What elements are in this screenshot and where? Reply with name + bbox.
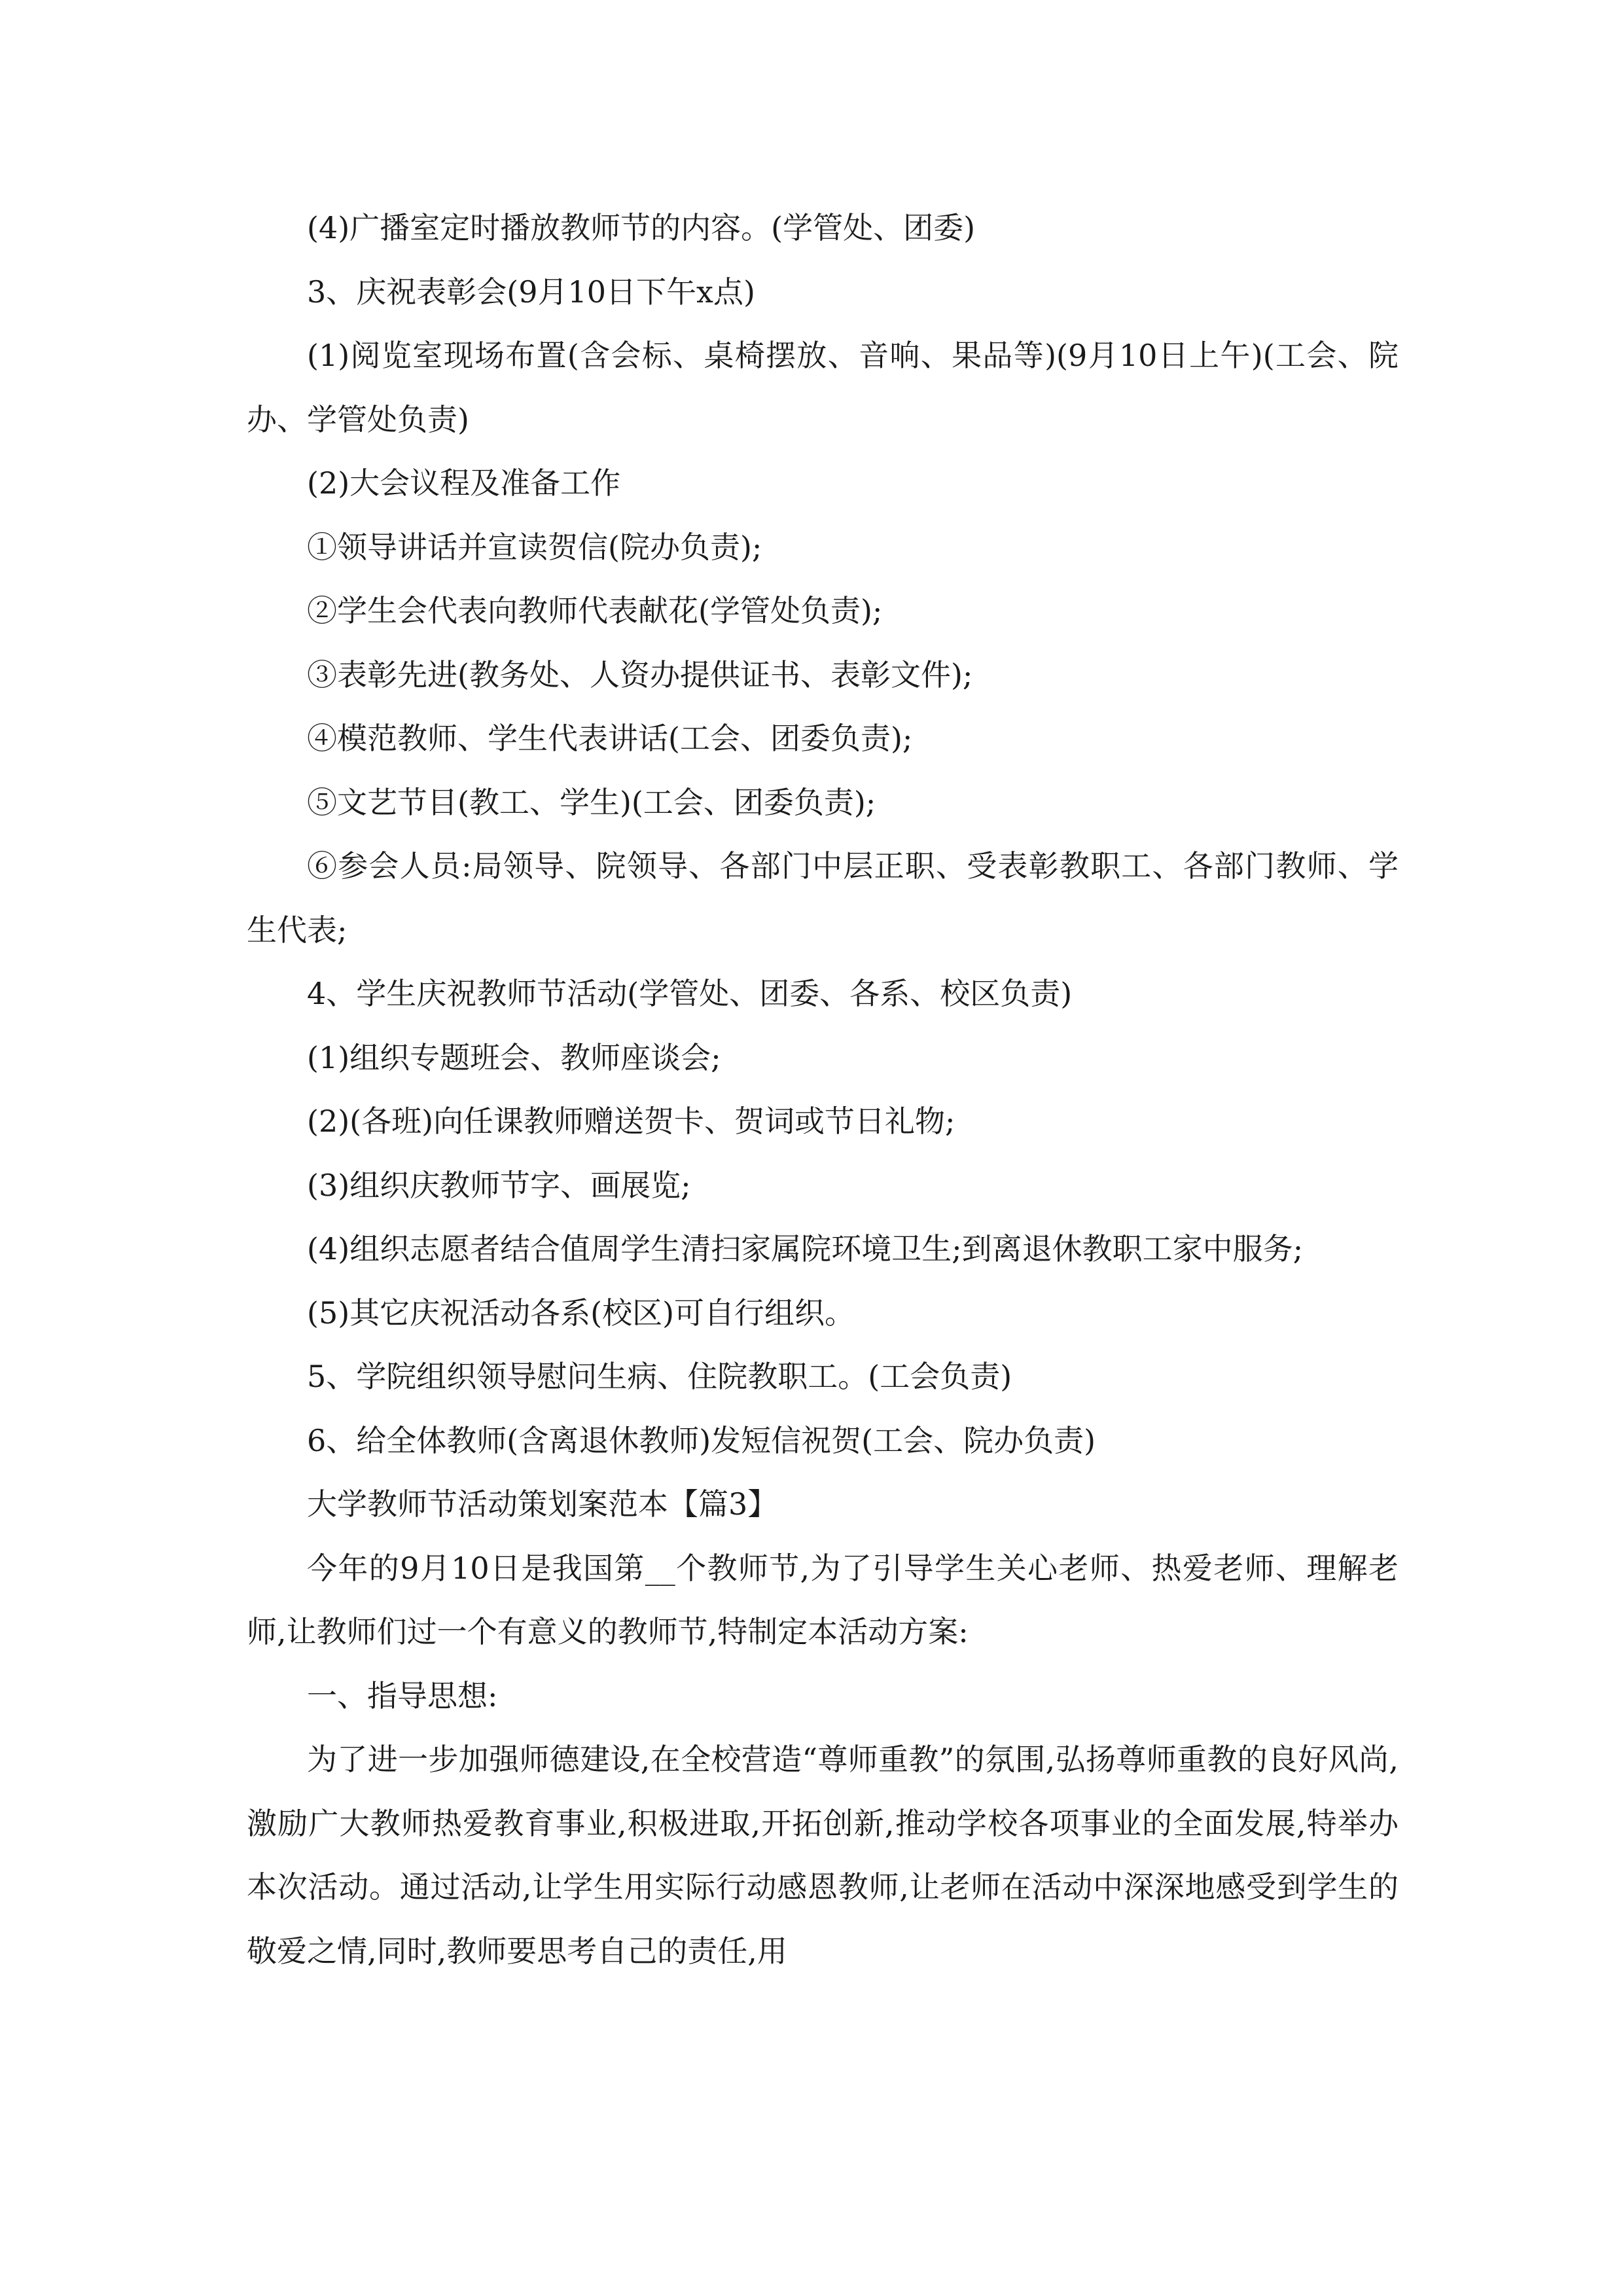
paragraph-student-activity-2: (2)(各班)向任课教师赠送贺卡、贺词或节日礼物; [307,1103,955,1139]
paragraph-agenda-item-4: ④模范教师、学生代表讲话(工会、团委负责); [307,721,913,756]
paragraph-sms-greetings: 6、给全体教师(含离退休教师)发短信祝贺(工会、院办负责) [307,1422,1096,1458]
paragraph-guiding-ideology-heading: 一、指导思想: [307,1677,498,1713]
paragraph-agenda-item-3: ③表彰先进(教务处、人资办提供证书、表彰文件); [307,656,973,692]
paragraph-student-activity-3: (3)组织庆教师节字、画展览; [307,1167,691,1203]
paragraph-intro: 今年的9月10日是我国第__个教师节,为了引导学生关心老师、热爱老师、理解老师,让教师们过一个有意义的教师节,特制定本活动方案: [247,1550,1399,1649]
paragraph-ceremony-heading: 3、庆祝表彰会(9月10日下午x点) [307,274,755,310]
paragraph-agenda-item-6: ⑥参会人员:局领导、院领导、各部门中层正职、受表彰教职工、各部门教师、学生代表; [247,848,1399,948]
section-title-part-3: 大学教师节活动策划案范本【篇3】 [307,1486,778,1522]
paragraph-agenda-item-1: ①领导讲话并宣读贺信(院办负责); [307,529,762,565]
paragraph-agenda-item-5: ⑤文艺节目(教工、学生)(工会、团委负责); [307,784,876,820]
paragraph-student-activity-4: (4)组织志愿者结合值周学生清扫家属院环境卫生;到离退休教职工家中服务; [307,1231,1304,1266]
paragraph-visit-sick-staff: 5、学院组织领导慰问生病、住院教职工。(工会负责) [307,1359,1012,1394]
paragraph-broadcast: (4)广播室定时播放教师节的内容。(学管处、团委) [307,210,976,245]
paragraph-student-activities-heading: 4、学生庆祝教师节活动(学管处、团委、各系、校区负责) [307,976,1073,1011]
paragraph-guiding-ideology-body: 为了进一步加强师德建设,在全校营造“尊师重教”的氛围,弘扬尊师重教的良好风尚,激励广大教师热爱教育事业,积极进取,开拓创新,推动学校各项事业的全面发展,特举办本次活动。通过活动,让学生用实际行动感恩教师,让老师在活动中深深地感受到学生的敬爱之情,同时,教师要思考自己的责任,用 [247,1742,1399,1969]
paragraph-student-activity-5: (5)其它庆祝活动各系(校区)可自行组织。 [307,1295,855,1331]
paragraph-agenda-item-2: ②学生会代表向教师代表献花(学管处负责); [307,593,883,628]
paragraph-student-activity-1: (1)组织专题班会、教师座谈会; [307,1039,721,1075]
paragraph-venue-setup: (1)阅览室现场布置(含会标、桌椅摆放、音响、果品等)(9月10日上午)(工会、院办、学管处负责) [247,338,1399,437]
document-body [247,196,1399,1983]
paragraph-agenda-heading: (2)大会议程及准备工作 [307,465,621,501]
